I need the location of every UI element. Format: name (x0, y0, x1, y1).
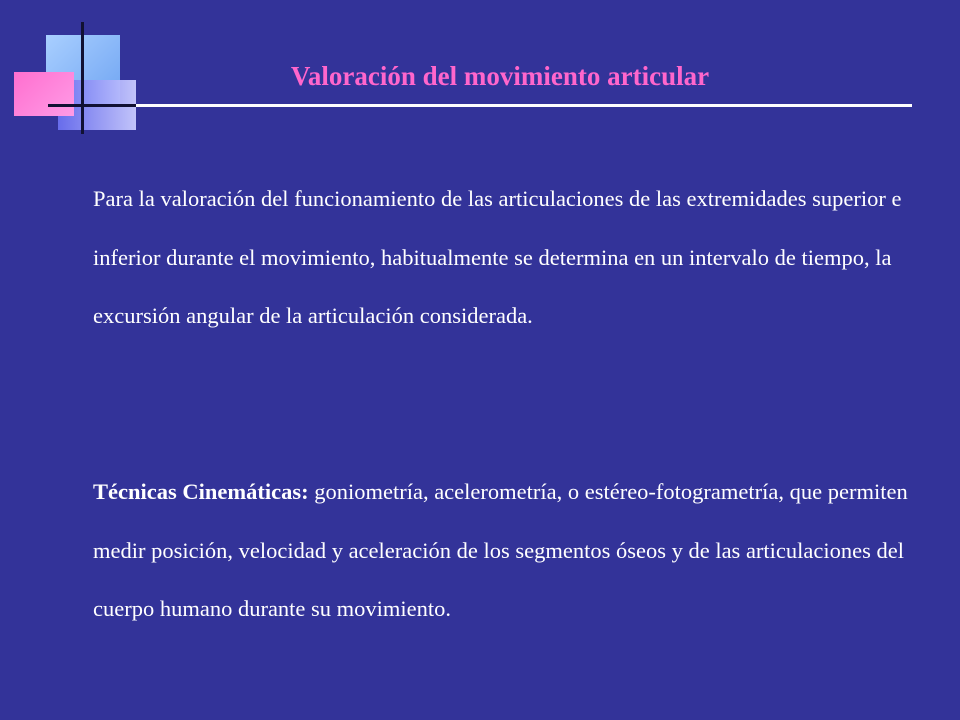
techniques-description: goniometría, acelerometría, o estéreo-fotogrametría, que permiten medir posición, velocidad y aceleración de los segmentos óseos y de las articulaciones del cuerpo humano durante su movimiento. (93, 479, 908, 621)
intro-paragraph: Para la valoración del funcionamiento de las articulaciones de las extremidades superior e inferior durante el movimiento, habitualmente se determina en un intervalo de tiempo, la excursión angular de la articulación considerada. (93, 186, 902, 328)
decorative-squares-graphic (0, 0, 150, 150)
title-underline-rule (136, 104, 912, 107)
vertical-accent-line (81, 22, 84, 134)
pink-square-shape (14, 72, 74, 116)
slide-title: Valoración del movimiento articular (290, 61, 710, 91)
techniques-term: Técnicas Cinemáticas: (93, 479, 309, 504)
techniques-paragraph (93, 463, 913, 639)
horizontal-accent-line (48, 104, 138, 107)
